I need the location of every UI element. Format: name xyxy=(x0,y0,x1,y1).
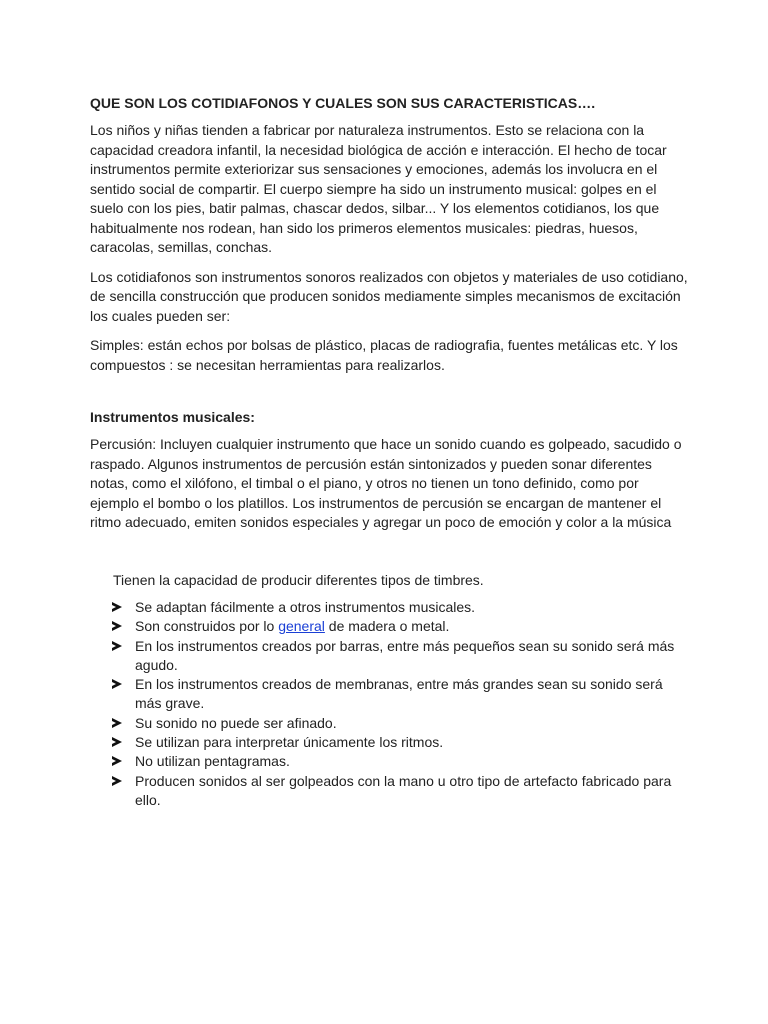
paragraph-definition: Los cotidiafonos son instrumentos sonoros realizados con objetos y materiales de uso cotidiano, de sencilla construcción que producen sonidos mediamente simples mecanismos de excitación los cuales pueden ser: xyxy=(90,268,688,324)
list-item-text: Producen sonidos al ser golpeados con la mano u otro tipo de artefacto fabricado para ello. xyxy=(135,772,672,808)
list-item xyxy=(112,675,690,714)
list-item xyxy=(112,617,690,636)
arrow-bullet-icon xyxy=(112,718,122,728)
general-link[interactable]: general xyxy=(278,618,325,635)
arrow-bullet-icon xyxy=(112,641,122,651)
list-item xyxy=(112,752,690,771)
list-item-text: En los instrumentos creados por barras, entre más pequeños sean su sonido será más agudo. xyxy=(135,637,675,673)
list-item-text: Se adaptan fácilmente a otros instrumentos musicales. xyxy=(135,599,476,615)
characteristics-list xyxy=(90,598,690,810)
paragraph-intro: Los niños y niñas tienden a fabricar por naturaleza instrumentos. Esto se relaciona con la capacidad creadora infantil, la necesidad biológica de acción e interacción. El hecho de tocar instrumentos permite exteriorizar sus sensaciones y emociones, además los involucra en el sentido social de compartir. El cuerpo siempre ha sido un instrumento musical: golpes en el suelo con los pies, batir palmas, chascar dedos, silbar... Y los elementos cotidianos, los que habitualmente nos rodean, han sido los primeros elementos musicales: piedras, huesos, caracolas, semillas, conchas. xyxy=(90,122,667,255)
list-item-text-before: Son construidos por lo xyxy=(135,618,279,635)
list-item xyxy=(112,598,690,617)
section-title: Instrumentos musicales: xyxy=(90,409,255,425)
arrow-bullet-icon xyxy=(112,756,122,766)
arrow-bullet-icon xyxy=(112,602,122,612)
arrow-bullet-icon xyxy=(112,737,122,747)
paragraph-percussion: Percusión: Incluyen cualquier instrumento que hace un sonido cuando es golpeado, sacudido o raspado. Algunos instrumentos de percusión están sintonizados y pueden sonar diferentes notas, como el xilófono, el timbal o el piano, y otros no tienen un tono definido, como por ejemplo el bombo o los platillos. Los instrumentos de percusión se encargan de mantener el ritmo adecuado, emiten sonidos especiales y agregar un poco de emoción y color a la música xyxy=(90,436,682,530)
list-item-text: No utilizan pentagramas. xyxy=(135,753,290,770)
arrow-bullet-icon xyxy=(112,621,122,631)
document-title: QUE SON LOS COTIDIAFONOS Y CUALES SON SUS CARACTERISTICAS…. xyxy=(90,95,596,111)
paragraph-types: Simples: están echos por bolsas de plástico, placas de radiografia, fuentes metálicas etc. Y los compuestos : se necesitan herramientas para realizarlos. xyxy=(90,337,678,373)
list-item xyxy=(112,772,690,811)
list-intro: Tienen la capacidad de producir diferentes tipos de timbres. xyxy=(113,571,484,588)
document-page xyxy=(90,93,690,810)
list-item xyxy=(112,733,690,752)
list-item-text-after: de madera o metal. xyxy=(324,618,450,635)
list-item-text: Se utilizan para interpretar únicamente los ritmos. xyxy=(135,734,444,751)
list-item xyxy=(112,637,690,676)
list-item-text: Su sonido no puede ser afinado. xyxy=(135,714,337,731)
list-item xyxy=(112,714,690,733)
arrow-bullet-icon xyxy=(112,776,122,786)
list-item-text: En los instrumentos creados de membranas, entre más grandes sean su sonido será más grave. xyxy=(135,676,663,712)
arrow-bullet-icon xyxy=(112,679,122,689)
